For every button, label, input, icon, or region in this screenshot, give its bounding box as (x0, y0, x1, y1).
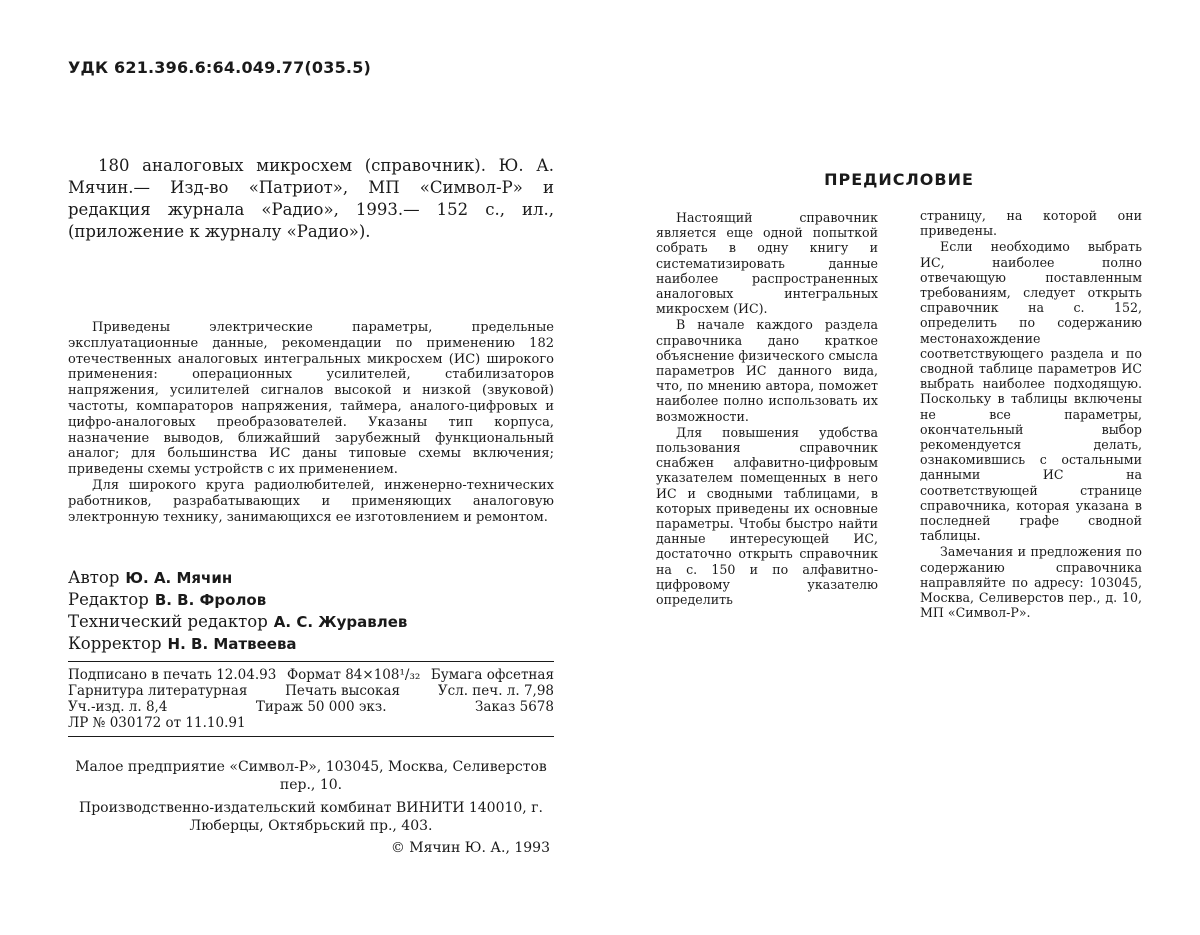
imprint-cell: Бумага офсетная (430, 667, 554, 683)
imprint-cell: Усл. печ. л. 7,98 (437, 683, 554, 699)
credit-name: Ю. А. Мячин (125, 569, 233, 587)
annotation-paragraph: Приведены электрические параметры, предельные эксплуатационные данные, рекомендации по применению 182 отечественных аналоговых интегральных микросхем (ИС) широкого применения: операционных усилителей, стабилизаторов напряжения, усилителей сигналов высокой и низкой (звуковой) частоты, компараторов напряжения, таймера, аналого-цифровых и цифро-аналоговых преобразователей. Указаны тип корпуса, назначение выводов, ближайший зарубежный функциональный аналог; для большинства ИС даны типовые схемы включения; приведены схемы устройств с их применением. (68, 320, 554, 478)
credit-role: Технический редактор (68, 612, 268, 631)
preface-column-left (656, 210, 878, 608)
imprint-row (68, 683, 554, 699)
imprint-block (68, 661, 554, 737)
imprint-cell: Формат 84×108¹/₃₂ (286, 667, 421, 683)
credit-name: Н. В. Матвеева (167, 635, 297, 653)
publisher-line: Малое предприятие «Символ-Р», 103045, Москва, Селиверстов пер., 10. (75, 759, 547, 793)
imprint-cell: Уч.-изд. л. 8,4 (68, 699, 168, 715)
imprint-row (68, 715, 554, 731)
imprint-cell: Гарнитура литературная (68, 683, 248, 699)
credit-proofreader (68, 633, 554, 655)
preface-paragraph: Замечания и предложения по содержанию справочника направляйте по адресу: 103045, Москва, Селиверстов пер., д. 10, МП «Символ-Р». (920, 544, 1142, 621)
imprint-cell: ЛР № 030172 от 11.10.91 (68, 715, 246, 731)
credit-role: Редактор (68, 590, 149, 609)
preface-paragraph: страницу, на которой они приведены. (920, 208, 1142, 239)
credit-role: Корректор (68, 634, 162, 653)
annotation (68, 320, 554, 525)
bibliographic-record: 180 аналоговых микросхем (справочник). Ю. А. Мячин.— Изд-во «Патриот», МП «Символ-Р» и редакция журнала «Радио», 1993.— 152 с., ил., (приложение к журналу «Радио»). (68, 156, 554, 241)
udk-code: УДК 621.396.6:64.049.77(035.5) (68, 58, 372, 77)
imprint-cell: Тираж 50 000 экз. (255, 699, 387, 715)
imprint-row (68, 699, 554, 715)
copyright: © Мячин Ю. А., 1993 (390, 840, 550, 856)
imprint-cell: Печать высокая (285, 683, 401, 699)
preface-title: ПРЕДИСЛОВИЕ (824, 170, 974, 189)
imprint-cell: Заказ 5678 (475, 699, 554, 715)
credit-name: В. В. Фролов (154, 591, 267, 609)
credits (68, 567, 554, 655)
preface-paragraph: Для повышения удобства пользования справочник снабжен алфавитно-цифровым указателем помещенных в него ИС и сводными таблицами, в которых приведены их основные параметры. Чтобы быстро найти данные интересующей ИС, достаточно открыть справочник на с. 150 и по алфавитно-цифровому указателю определить (656, 424, 878, 608)
credit-technical-editor (68, 611, 554, 633)
preface-paragraph: В начале каждого раздела справочника дано краткое объяснение физического смысла параметров ИС данного вида, что, по мнению автора, поможет наиболее полно использовать их возможности. (656, 317, 878, 424)
preface-paragraph: Настоящий справочник является еще одной попыткой собрать в одну книгу и систематизировать данные наиболее распространенных аналоговых интегральных микросхем (ИС). (656, 210, 878, 317)
imprint-cell: Подписано в печать 12.04.93 (68, 667, 277, 683)
credit-role: Автор (68, 568, 120, 587)
printer-line: Производственно-издательский комбинат ВИНИТИ 140010, г. Люберцы, Октябрьский пр., 403. (79, 800, 543, 834)
credit-author (68, 567, 554, 589)
publisher-info (68, 758, 554, 840)
preface-paragraph: Если необходимо выбрать ИС, наиболее полно отвечающую поставленным требованиям, следует открыть справочник на с. 152, определить по содержанию местонахождение соответствующего раздела и по сводной таблице параметров ИС выбрать наиболее подходящую. Поскольку в таблицы включены не все параметры, окончательный выбор рекомендуется делать, ознакомившись с остальными данными ИС на соответствующей странице справочника, которая указана в последней графе сводной таблицы. (920, 239, 1142, 544)
annotation-paragraph: Для широкого круга радиолюбителей, инженерно-технических работников, разрабатывающих и применяющих аналоговую электронную технику, занимающихся ее изготовлением и ремонтом. (68, 477, 554, 525)
preface-column-right (920, 208, 1142, 621)
imprint-row (68, 667, 554, 683)
credit-editor (68, 589, 554, 611)
credit-name: А. С. Журавлев (273, 613, 408, 631)
